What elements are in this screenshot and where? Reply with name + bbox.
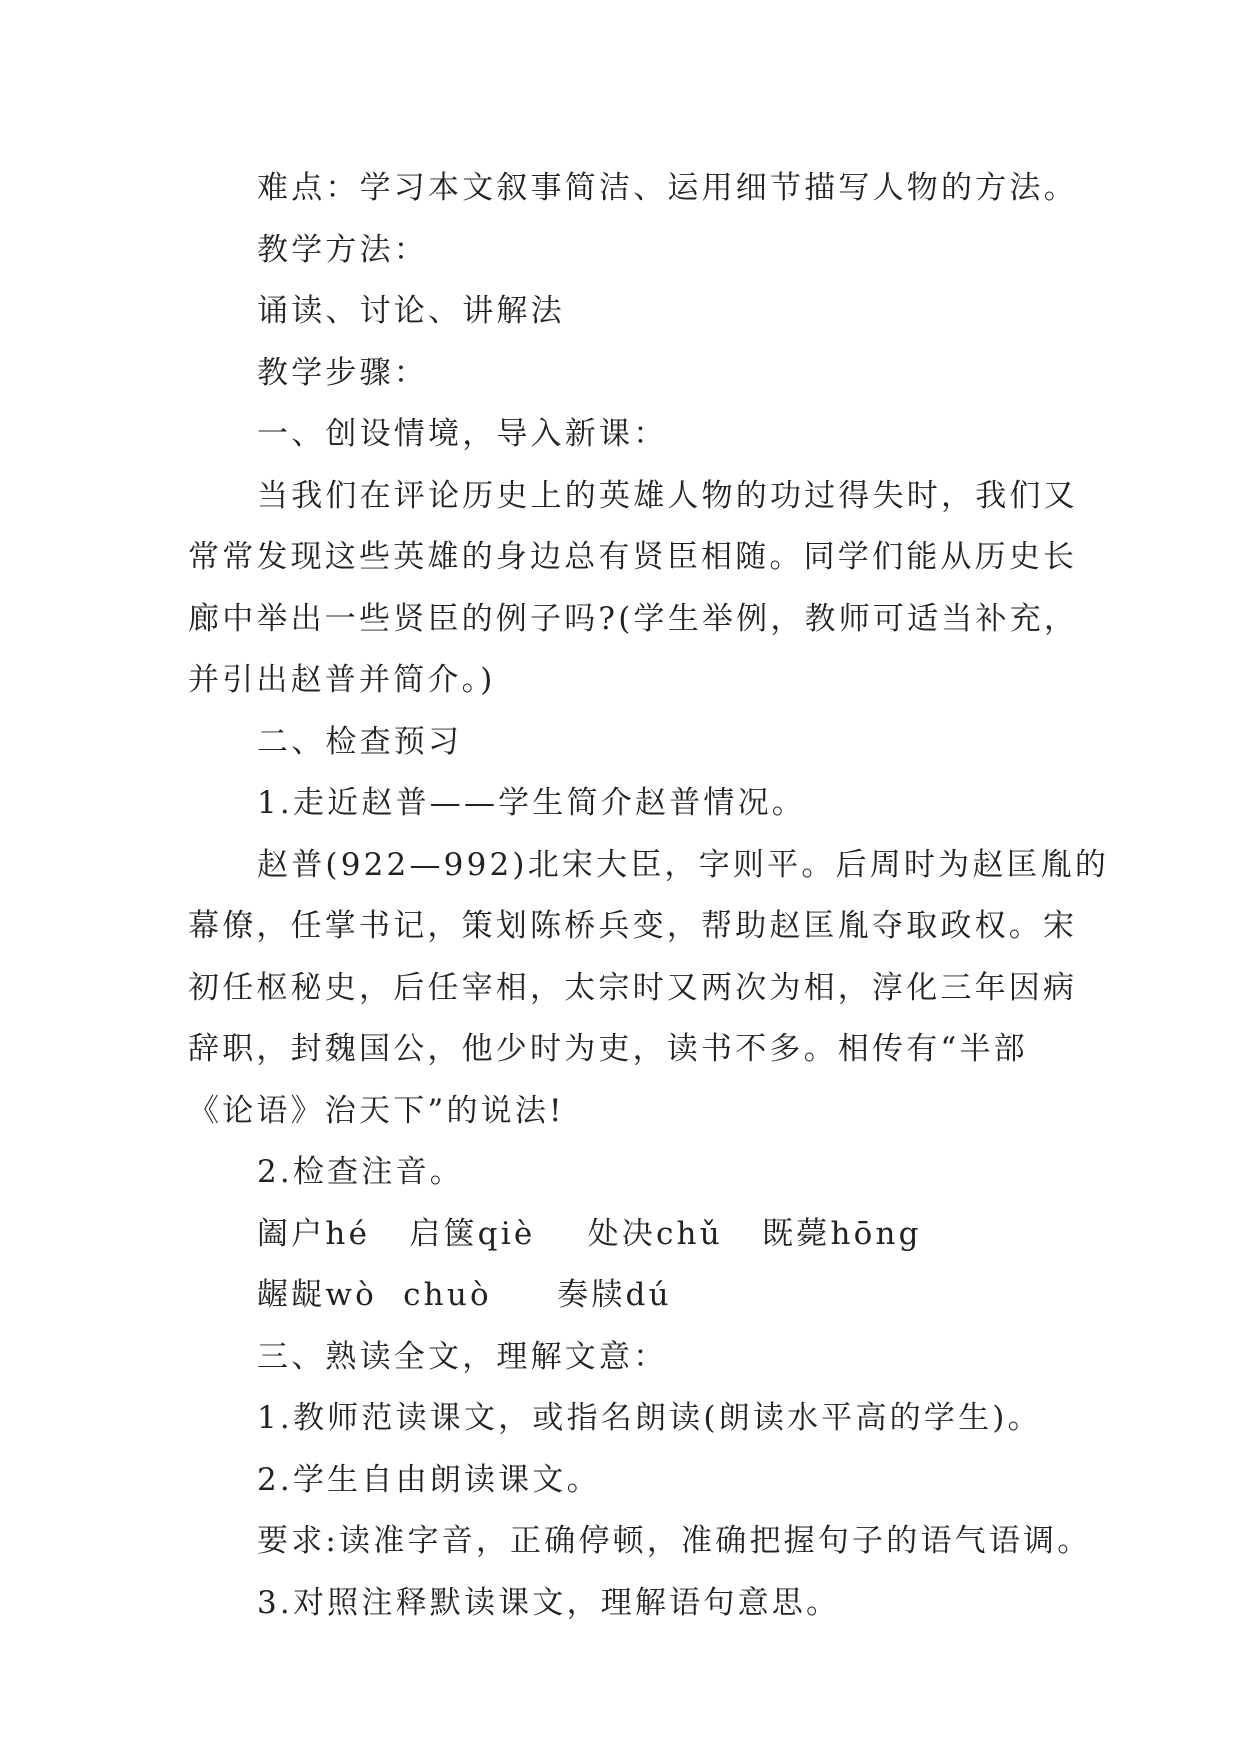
text-line: 诵读、讨论、讲解法 [257,293,565,329]
text-line: 2.学生自由朗读课文。 [257,1461,601,1498]
text-line: 难点：学习本文叙事简洁、运用细节描写人物的方法。 [257,170,1078,206]
text-line: 1.走近赵普——学生简介赵普情况。 [257,785,806,821]
text-line: 2.检查注音。 [257,1154,464,1190]
text-line: 并引出赵普并简介。) [188,662,496,698]
text-line: 《论语》治天下”的说法! [188,1092,565,1129]
text-line: 要求:读准字音，正确停顿，准确把握句子的语气语调。 [257,1523,1092,1559]
section-heading: 一、创设情境，导入新课： [257,416,668,452]
section-heading: 二、检查预习 [257,723,463,760]
document-page [188,158,1110,1634]
text-line: 初任枢秘史，后任宰相，太宗时又两次为相，淳化三年因病 [188,969,1078,1006]
section-heading: 三、熟读全文，理解文意： [257,1338,668,1375]
text-line: 廊中举出一些贤臣的例子吗?(学生举例，教师可适当补充， [188,600,1079,637]
text-line: 赵普(922—992)北宋大臣，字则平。后周时为赵匡胤的 [257,846,1110,883]
section-heading: 教学步骤： [257,354,428,391]
text-line: 3.对照注释默读课文，理解语句意思。 [257,1584,841,1621]
section-heading: 教学方法： [257,231,428,268]
pinyin-line: 阖户hé 启箧qiè 处决chǔ 既薨hōng [257,1215,922,1252]
pinyin-line: 龌龊wò chuò 奏牍dú [257,1277,672,1313]
text-line: 1.教师范读课文，或指名朗读(朗读水平高的学生)。 [257,1400,1042,1436]
text-line: 幕僚，任掌书记，策划陈桥兵变，帮助赵匡胤夺取政权。宋 [188,908,1078,944]
text-line: 常常发现这些英雄的身边总有贤臣相随。同学们能从历史长 [188,539,1078,575]
text-line: 当我们在评论历史上的英雄人物的功过得失时，我们又 [257,477,1078,514]
text-line: 辞职，封魏国公，他少时为吏，读书不多。相传有“半部 [188,1031,1028,1067]
